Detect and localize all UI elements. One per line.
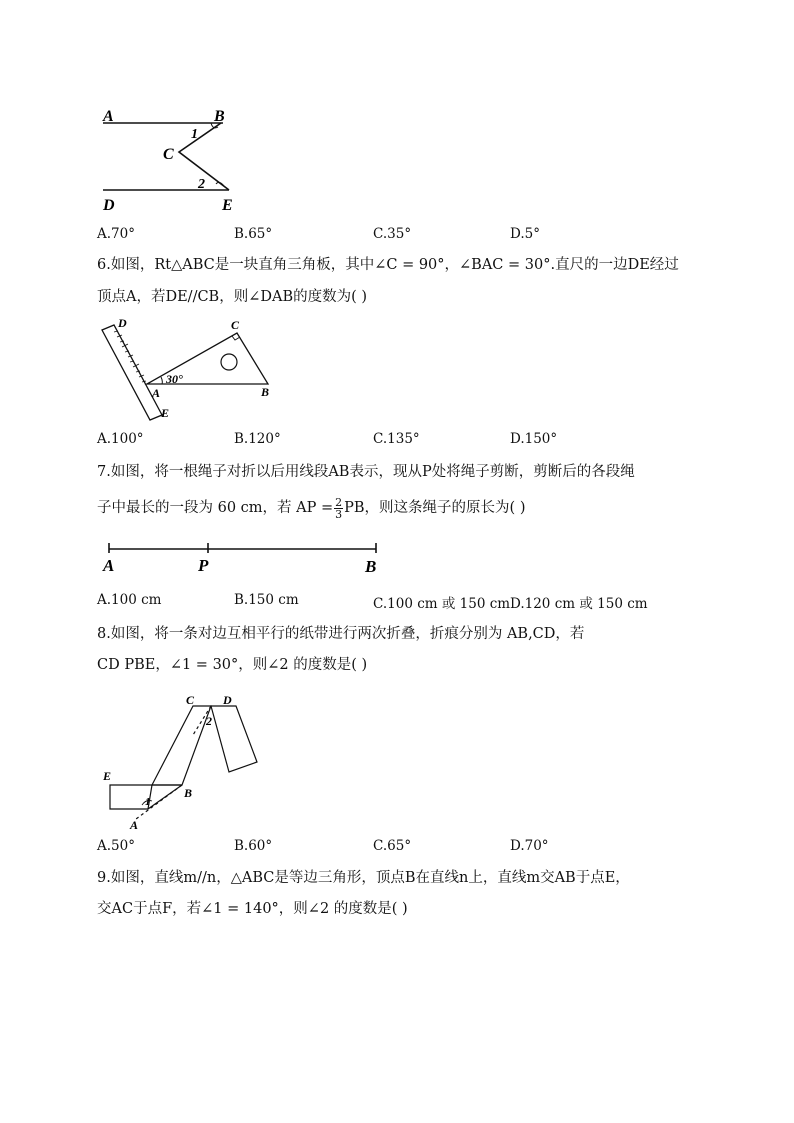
q7-label-p: P — [198, 556, 209, 575]
q7-fraction-denominator: 3 — [335, 507, 343, 521]
q8-label-c: C — [186, 695, 195, 707]
q8-text-line2: CD PBE，∠1 = 30°，则∠2 的度数是( ) — [97, 657, 368, 673]
q6-figure — [98, 314, 278, 424]
q6-angle-30: 30° — [166, 372, 183, 386]
q8-label-d: D — [223, 695, 232, 707]
q7-fraction — [334, 497, 343, 520]
q5-option-b: B.65° — [234, 226, 273, 242]
q8-label-a: A — [130, 818, 139, 832]
q5-label-a: A — [103, 108, 114, 125]
q6-text-line1: 6.如图，Rt△ABC是一块直角三角板，其中∠C = 90°，∠BAC = 30°.直尺的一边DE经过 — [97, 257, 679, 273]
q7-text-line1: 7.如图，将一根绳子对折以后用线段AB表示，现从P处将绳子剪断，剪断后的各段绳 — [97, 464, 635, 480]
q6-label-d: D — [118, 316, 127, 330]
q6-label-e: E — [161, 406, 170, 420]
q5-option-a: A.70° — [97, 226, 135, 242]
q7-option-d: D.120 cm 或 150 cm — [510, 596, 648, 612]
q5-label-c: C — [163, 146, 174, 163]
q8-option-c: C.65° — [373, 838, 412, 854]
q7-option-c: C.100 cm 或 150 cm — [373, 596, 511, 612]
q5-label-b: B — [214, 108, 225, 125]
q7-text-line2 — [97, 496, 525, 520]
q5-option-d: D.5° — [510, 226, 540, 242]
q6-option-c: C.135° — [373, 431, 420, 447]
q5-figure — [95, 100, 245, 215]
q5-label-e: E — [222, 197, 233, 214]
q8-angle-2: 2 — [206, 714, 212, 728]
q5-angle-2: 2 — [198, 177, 205, 192]
q5-angle-1: 1 — [191, 127, 198, 142]
q8-option-a: A.50° — [97, 838, 135, 854]
q6-text-line2: 顶点A，若DE//CB，则∠DAB的度数为( ) — [97, 289, 368, 305]
q8-figure — [98, 695, 268, 835]
q8-option-b: B.60° — [234, 838, 273, 854]
q6-option-d: D.150° — [510, 431, 558, 447]
q8-label-b: B — [184, 786, 193, 800]
q6-option-a: A.100° — [97, 431, 144, 447]
q7-option-a: A.100 cm — [97, 592, 162, 608]
q5-label-d: D — [103, 197, 115, 214]
q7-text-line2-post: PB，则这条绳子的原长为( ) — [344, 500, 526, 516]
q7-option-b: B.150 cm — [234, 592, 299, 608]
q8-text-line1: 8.如图，将一条对边互相平行的纸带进行两次折叠，折痕分别为 AB,CD，若 — [97, 626, 585, 642]
q6-option-b: B.120° — [234, 431, 281, 447]
q7-label-a: A — [103, 556, 115, 575]
q7-text-line2-pre: 子中最长的一段为 60 cm，若 AP = — [97, 500, 334, 516]
q7-fraction-numerator: 2 — [335, 495, 343, 509]
q5-option-c: C.35° — [373, 226, 412, 242]
q8-label-e: E — [103, 769, 112, 783]
q9-text-line1: 9.如图，直线m//n，△ABC是等边三角形，顶点B在直线n上，直线m交AB于点E， — [97, 870, 630, 886]
q6-label-a: A — [152, 386, 161, 400]
q7-label-b: B — [365, 557, 377, 576]
q7-figure — [100, 538, 390, 578]
q8-option-d: D.70° — [510, 838, 549, 854]
q6-label-c: C — [231, 318, 240, 332]
q6-label-b: B — [261, 385, 270, 399]
q8-angle-1: 1 — [145, 796, 151, 808]
q9-text-line2: 交AC于点F，若∠1 = 140°，则∠2 的度数是( ) — [97, 901, 408, 917]
